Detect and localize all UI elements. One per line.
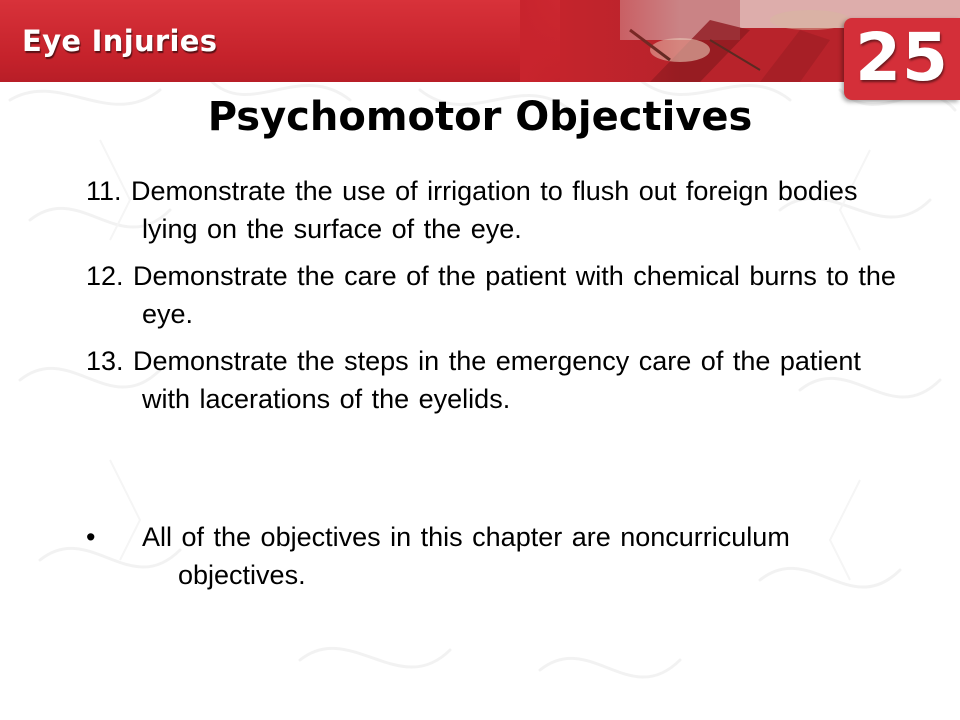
objective-item-11: 11. Demonstrate the use of irrigation to flush out foreign bodies lying on the surface of the eye.	[86, 176, 858, 244]
header-fade	[520, 0, 680, 82]
header-bar	[0, 0, 960, 82]
objectives-list	[86, 172, 906, 427]
note-bullet-item	[86, 518, 906, 594]
objective-item-12: 12. Demonstrate the care of the patient with chemical burns to the eye.	[86, 261, 896, 329]
bullet-icon: •	[86, 522, 96, 552]
chapter-number: 25	[855, 19, 949, 96]
objective-item-13: 13. Demonstrate the steps in the emergency care of the patient with lacerations of the eyelids.	[86, 346, 861, 414]
note-text: All of the objectives in this chapter are noncurriculum objectives.	[142, 522, 790, 590]
header-title: Eye Injuries	[22, 24, 218, 58]
slide-title: Psychomotor Objectives	[207, 94, 753, 140]
